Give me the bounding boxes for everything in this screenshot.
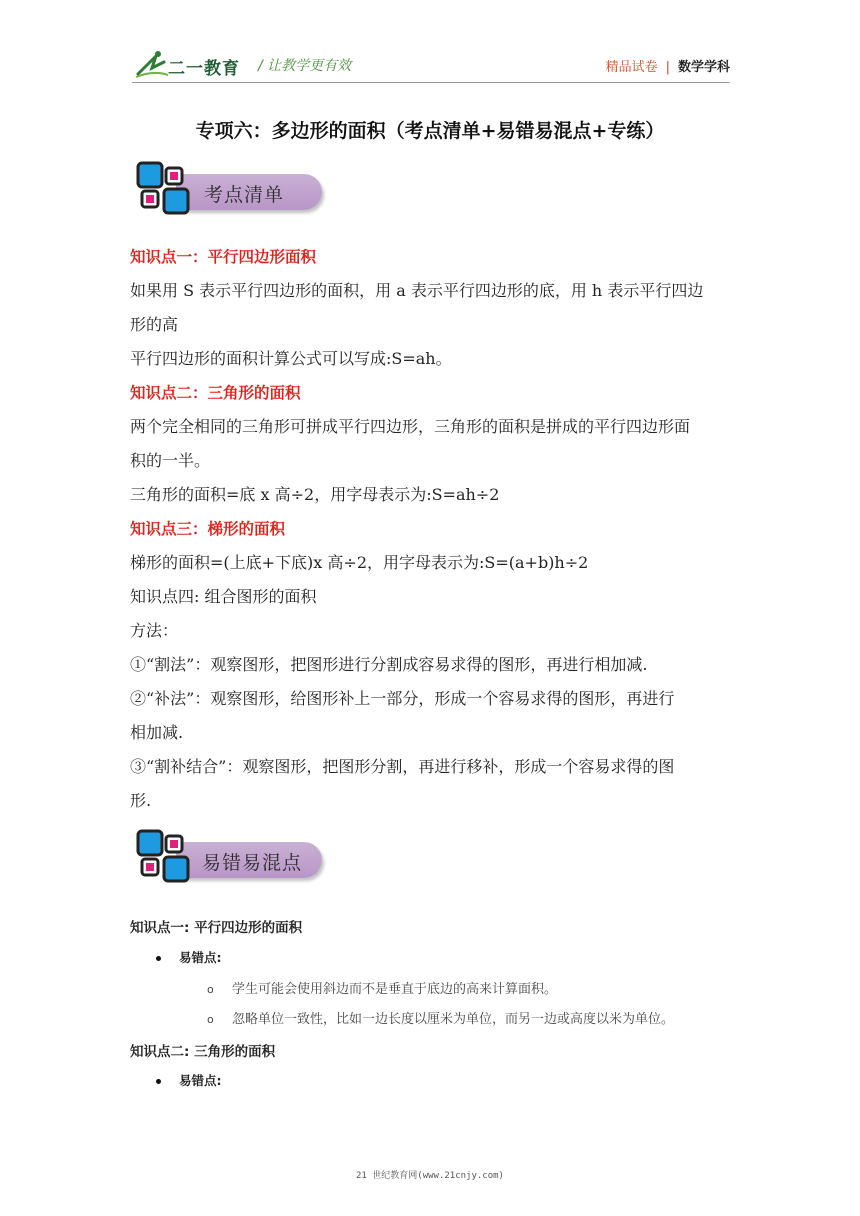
header-right — [606, 56, 730, 75]
slogan: / 让教学更有效 — [258, 58, 352, 74]
header-label: 精品试卷 — [605, 60, 658, 75]
sub-item-text: 学生可能会使用斜边而不是垂直于底边的高来计算面积。 — [232, 982, 558, 997]
method-label: 方法： — [130, 621, 179, 640]
kp2-line2: 积的一半。 — [130, 451, 211, 470]
kp2-line3: 三角形的面积=底 x 高÷2，用字母表示为:S=ah÷2 — [130, 485, 500, 504]
bullet-label: 易错点: — [179, 950, 222, 965]
banner-label: 易错易混点 — [202, 852, 303, 874]
kp1-line3: 平行四边形的面积计算公式可以写成:S=ah。 — [130, 349, 452, 368]
sub-item — [207, 978, 557, 997]
kp4-heading: 知识点四: 组合图形的面积 — [130, 587, 317, 606]
bullet-item — [156, 948, 222, 966]
header-subject: 数学学科 — [677, 60, 730, 75]
bullet-label: 易错点: — [179, 1073, 222, 1088]
kp3-line1: 梯形的面积=(上底+下底)x 高÷2，用字母表示为:S=(a+b)h÷2 — [130, 553, 589, 572]
header-divider — [132, 82, 730, 83]
sub-item — [207, 1008, 674, 1027]
header-separator: | — [665, 60, 670, 75]
bullet-dot-icon — [156, 1079, 161, 1084]
kp2-heading: 知识点二：三角形的面积 — [130, 384, 301, 402]
kp1-line1: 如果用 S 表示平行四边形的面积，用 a 表示平行四边形的底，用 h 表示平行四边 — [130, 281, 704, 300]
bullet-dot-icon — [156, 956, 161, 961]
method-3-line1: ③“割补结合”：观察图形，把图形分割，再进行移补，形成一个容易求得的图 — [130, 757, 675, 776]
bullet-item — [156, 1071, 222, 1089]
circle-bullet-icon: o — [207, 983, 214, 996]
method-2-line2: 相加减. — [130, 723, 184, 742]
method-2-line1: ②“补法”：观察图形，给图形补上一部分，形成一个容易求得的图形，再进行 — [130, 689, 675, 708]
banner-label: 考点清单 — [204, 184, 285, 206]
kp2-line1: 两个完全相同的三角形可拼成平行四边形，三角形的面积是拼成的平行四边形面 — [130, 417, 691, 436]
circle-bullet-icon: o — [207, 1013, 214, 1026]
method-1: ①“割法”：观察图形，把图形进行分割成容易求得的图形，再进行相加减. — [130, 655, 648, 674]
kp1-heading: 知识点一：平行四边形面积 — [130, 248, 317, 266]
error-kp1-heading: 知识点一: 平行四边形的面积 — [130, 920, 303, 936]
squares-icon — [134, 160, 194, 218]
page-footer: 21 世纪教育网(www.21cnjy.com) — [356, 1171, 504, 1181]
section-banner-common-errors — [134, 828, 324, 886]
page-header — [0, 0, 860, 96]
sub-item-text: 忽略单位一致性，比如一边长度以厘米为单位，而另一边或高度以米为单位。 — [232, 1012, 675, 1027]
kp3-heading: 知识点三：梯形的面积 — [130, 520, 286, 538]
method-3-line2: 形. — [130, 791, 152, 810]
section-banner-key-points — [134, 160, 324, 218]
logo-text: 二一教育 — [168, 59, 240, 79]
kp1-line2: 形的高 — [130, 315, 179, 334]
page-title: 专项六：多边形的面积（考点清单+易错易混点+专练） — [195, 120, 665, 142]
error-kp2-heading: 知识点二: 三角形的面积 — [130, 1044, 276, 1060]
squares-icon — [134, 828, 194, 886]
